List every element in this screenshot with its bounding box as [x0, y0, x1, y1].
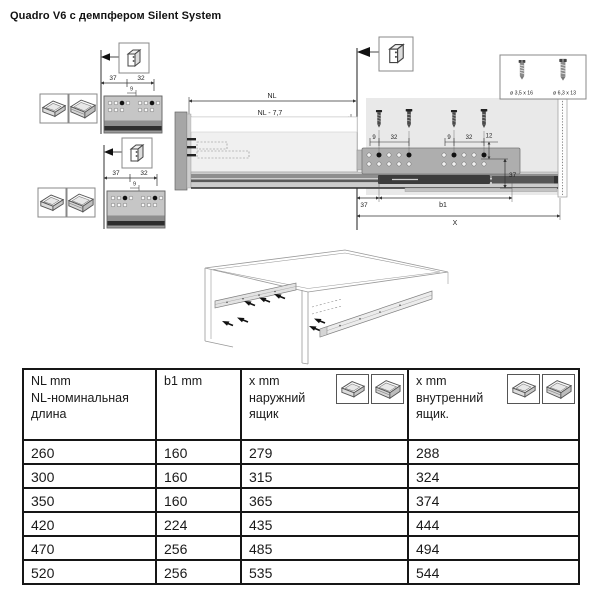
- cell-nl: 260: [23, 440, 156, 464]
- side-view-drawing: [175, 37, 586, 230]
- tray-drawer-icon: [510, 376, 538, 402]
- cell-x-inner: 324: [408, 464, 579, 488]
- box-drawer-icon: [545, 376, 573, 402]
- mounting-rail: [357, 148, 520, 174]
- screw-spec-box: [500, 55, 586, 99]
- dim-37-label: 37: [109, 75, 117, 82]
- cell-nl: 300: [23, 464, 156, 488]
- technical-diagram: [0, 30, 600, 365]
- telescopic-runner: [191, 172, 558, 192]
- left-slide-rail: [215, 283, 296, 308]
- front-edge-arrow: [357, 47, 370, 57]
- cell-x-outer: 535: [241, 560, 408, 584]
- header-line: длина: [31, 407, 67, 421]
- dim-37-label: 37: [509, 172, 517, 179]
- cell-b1: 256: [156, 560, 241, 584]
- box-drawer-icon: [374, 376, 402, 402]
- dim-37-label: 37: [360, 202, 368, 209]
- icon-frame: [507, 374, 540, 404]
- spec-table: [22, 368, 580, 585]
- header-line: b1 mm: [164, 374, 203, 388]
- cell-x-inner: 494: [408, 536, 579, 560]
- header-line: наружний: [249, 390, 306, 405]
- dim-b1-label: b1: [439, 202, 447, 209]
- dim-32-label: 32: [140, 170, 148, 177]
- table-row: [23, 488, 579, 512]
- icon-frame: [336, 374, 369, 404]
- back-panel-strip: [558, 96, 567, 197]
- front-edge-arrow: [104, 148, 113, 156]
- cell-x-inner: 374: [408, 488, 579, 512]
- table-row: [23, 440, 579, 464]
- cell-x-outer: 279: [241, 440, 408, 464]
- header-line: x mm: [249, 374, 280, 388]
- dim-9-label: 9: [132, 181, 137, 188]
- header-line: NL mm: [31, 374, 71, 388]
- cabinet-body-icon: [128, 50, 140, 66]
- cell-b1: 160: [156, 464, 241, 488]
- dim-9-label: 9: [372, 135, 376, 141]
- dim-37-label: 37: [112, 170, 120, 177]
- table-row: [23, 464, 579, 488]
- col-header-x-outer: [241, 369, 408, 440]
- header-line: x mm: [416, 374, 447, 388]
- table-row: [23, 536, 579, 560]
- cell-x-outer: 435: [241, 512, 408, 536]
- screw-small-label: ø 3,5 x 16: [509, 90, 534, 97]
- cell-b1: 256: [156, 536, 241, 560]
- cell-nl: 350: [23, 488, 156, 512]
- cell-nl: 420: [23, 512, 156, 536]
- cabinet-3d-view: [205, 250, 448, 364]
- col-header-x-inner: [408, 369, 579, 440]
- dim-x-label: X: [452, 220, 458, 227]
- rail-cross-section: [104, 96, 162, 133]
- screw-big-label: ø 6,3 x 13: [552, 90, 577, 97]
- table-row: [23, 512, 579, 536]
- dim-nl-minus-label: NL - 7,7: [257, 110, 283, 117]
- dim-9-label: 9: [447, 135, 451, 141]
- table-row: [23, 560, 579, 584]
- legend-top-group: [40, 43, 162, 134]
- dim-nl-label: NL: [267, 93, 277, 100]
- right-slide-rail: [320, 291, 432, 337]
- header-row: [23, 369, 579, 440]
- cabinet-body-icon: [390, 45, 404, 63]
- cell-x-inner: 444: [408, 512, 579, 536]
- cell-x-outer: 315: [241, 464, 408, 488]
- cell-x-outer: 365: [241, 488, 408, 512]
- cabinet-body-icon: [131, 145, 143, 161]
- tray-drawer-icon: [339, 376, 367, 402]
- dim-32-label: 32: [390, 135, 398, 141]
- page-title: Quadro V6 с демпфером Silent System: [10, 10, 222, 22]
- cell-x-outer: 485: [241, 536, 408, 560]
- header-line: ящик.: [416, 407, 449, 421]
- front-edge-arrow: [101, 53, 110, 61]
- icon-frame: [371, 374, 404, 404]
- header-line: внутренний: [416, 390, 484, 405]
- header-line: NL-номинальная: [31, 390, 129, 405]
- header-line: ящик: [249, 407, 279, 421]
- dim-32-label: 32: [137, 75, 145, 82]
- cell-x-inner: 288: [408, 440, 579, 464]
- icon-frame: [542, 374, 575, 404]
- dim-32-label: 32: [465, 135, 473, 141]
- col-header-nl: [23, 369, 156, 440]
- cell-b1: 224: [156, 512, 241, 536]
- dim-12-label: 12: [485, 133, 493, 140]
- cell-b1: 160: [156, 440, 241, 464]
- cell-x-inner: 544: [408, 560, 579, 584]
- cell-nl: 520: [23, 560, 156, 584]
- col-header-b1: [156, 369, 241, 440]
- legend-bottom-group: [38, 138, 165, 229]
- cell-nl: 470: [23, 536, 156, 560]
- rail-cross-section: [107, 191, 165, 228]
- cell-b1: 160: [156, 488, 241, 512]
- dim-9-label: 9: [129, 86, 134, 93]
